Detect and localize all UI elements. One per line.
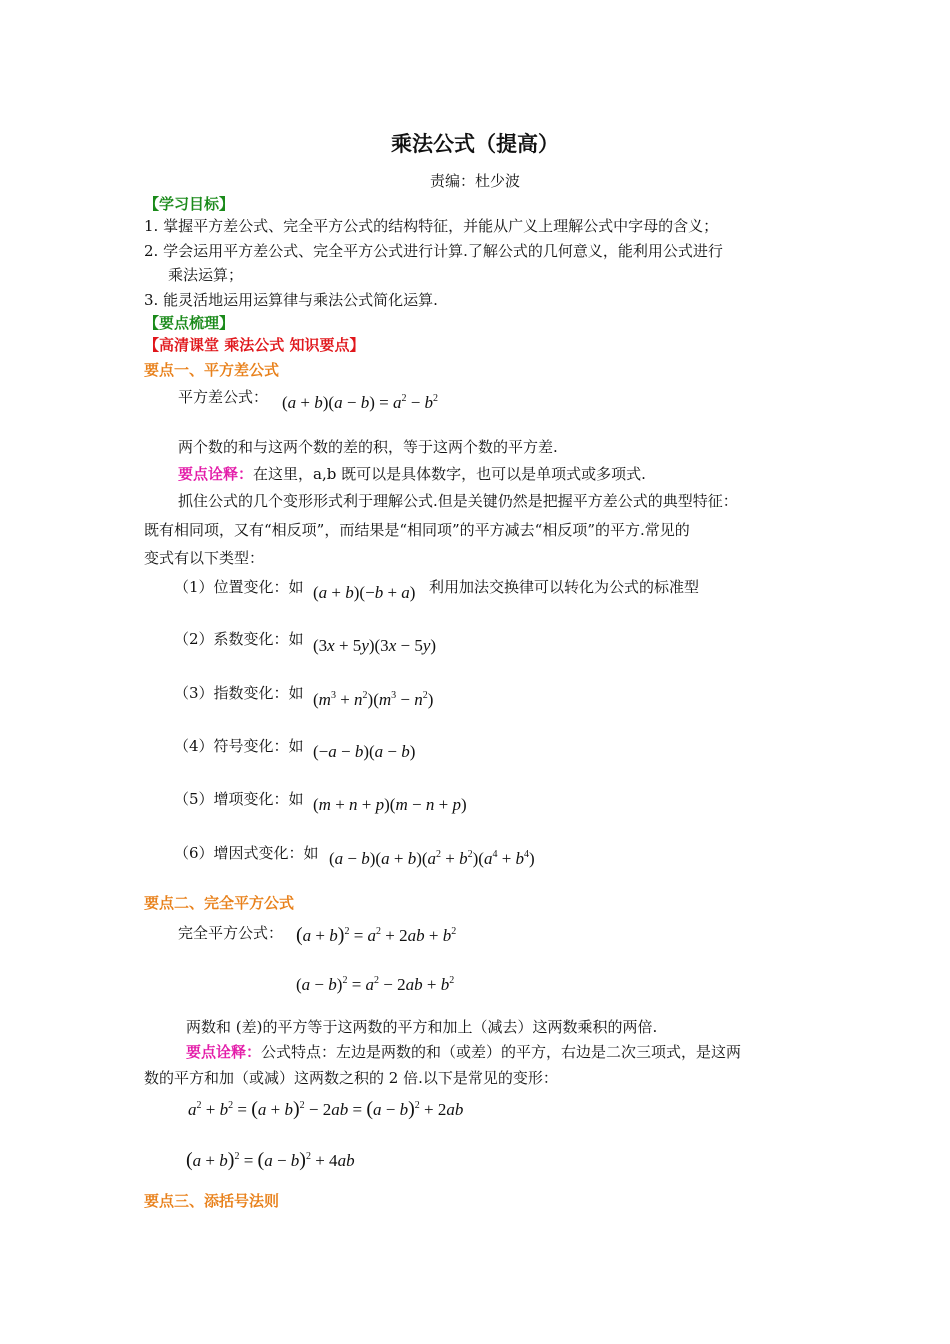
note-text: 公式特点：左边是两数的和（或差）的平方，右边是二次三项式，是这两 xyxy=(261,1043,742,1061)
goals-header: 【学习目标】 xyxy=(144,195,235,213)
point2-heading: 要点二、完全平方公式 xyxy=(144,894,295,912)
square-of-sum-formula: $(a + b)^2 = a^2 + 2ab + b^2$ xyxy=(296,924,457,946)
point3-heading: 要点三、添括号法则 xyxy=(144,1192,280,1210)
square-of-difference-formula: $(a - b)^2 = a^2 - 2ab + b^2$ xyxy=(296,975,455,994)
point2-formula-label: 完全平方公式： xyxy=(178,924,284,942)
variant-6-expr: $(a - b)(a + b)(a^2 + b^2)(a^4 + b^4)$ xyxy=(329,849,535,868)
note-label: 要点诠释： xyxy=(178,465,254,483)
hd-classroom-header: 【高清课堂 乘法公式 知识要点】 xyxy=(144,336,365,354)
variant-3-expr: $(m^3 + n^2)(m^3 - n^2)$ xyxy=(313,690,434,709)
difference-of-squares-formula: $(a + b)(a - b) = a^2 - b^2$ xyxy=(282,393,439,412)
point1-heading: 要点一、平方差公式 xyxy=(144,361,280,379)
variant-4-expr: (−a − b)(a − b) xyxy=(313,742,416,761)
note-label: 要点诠释： xyxy=(186,1043,262,1061)
point2-note-cont: 数的平方和加（或减）这两数之积的 2 倍.以下是常见的变形： xyxy=(144,1069,558,1087)
variant-formula-2: $(a + b)^2 = (a - b)^2 + 4ab$ xyxy=(186,1149,355,1171)
variant-6-label: （6）增因式变化：如 xyxy=(174,844,319,862)
goal-1: 1. 掌握平方差公式、完全平方公式的结构特征，并能从广义上理解公式中字母的含义； xyxy=(144,217,719,235)
variant-1-suffix: 利用加法交换律可以转化为公式的标准型 xyxy=(429,578,700,596)
variant-1-expr: (a + b)(−b + a) xyxy=(313,583,416,602)
variant-1 xyxy=(174,576,304,597)
variant-5-label: （5）增项变化：如 xyxy=(174,790,304,808)
goal-2-cont: 乘法运算； xyxy=(168,266,244,284)
points-header: 【要点梳理】 xyxy=(144,314,235,332)
variant-3-label: （3）指数变化：如 xyxy=(174,684,304,702)
page-title: 乘法公式（提高） xyxy=(391,131,559,156)
author-line: 责编：杜少波 xyxy=(429,172,520,190)
variant-2-label: （2）系数变化：如 xyxy=(174,630,304,648)
variant-2-expr: (3x + 5y)(3x − 5y) xyxy=(313,636,437,655)
point1-para1: 抓住公式的几个变形形式利于理解公式.但是关键仍然是把握平方差公式的典型特征： xyxy=(178,492,738,510)
point1-para2: 既有相同项，又有“相反项”，而结果是“相同项”的平方减去“相反项”的平方.常见的 xyxy=(144,521,690,539)
variant-formula-1: $a^2 + b^2 = (a + b)^2 - 2ab = (a - b)^2 + 2ab$ xyxy=(188,1098,464,1120)
point1-desc: 两个数的和与这两个数的差的积，等于这两个数的平方差. xyxy=(178,438,558,456)
goal-3: 3. 能灵活地运用运算律与乘法公式简化运算. xyxy=(144,291,438,309)
point1-note xyxy=(178,463,646,484)
variant-1-label: （1）位置变化：如 xyxy=(174,578,304,596)
variant-5-expr: (m + n + p)(m − n + p) xyxy=(313,795,467,814)
point2-note xyxy=(186,1041,741,1062)
goal-2: 2. 学会运用平方差公式、完全平方公式进行计算.了解公式的几何意义，能利用公式进行 xyxy=(144,242,723,260)
variant-4-label: （4）符号变化：如 xyxy=(174,737,304,755)
point2-desc: 两数和 (差)的平方等于这两数的平方和加上（减去）这两数乘积的两倍. xyxy=(186,1018,658,1036)
note-text: 在这里，a,b 既可以是具体数字，也可以是单项式或多项式. xyxy=(253,465,646,483)
point1-para3: 变式有以下类型： xyxy=(144,549,265,567)
point1-formula-label: 平方差公式： xyxy=(178,388,269,406)
